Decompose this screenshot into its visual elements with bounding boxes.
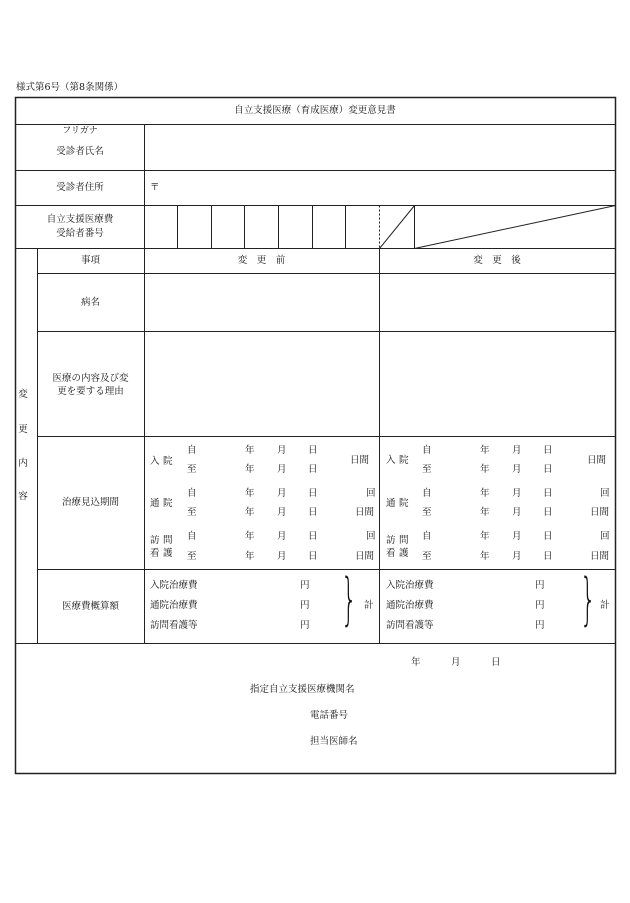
total-label: 計 bbox=[600, 600, 610, 611]
month-label: 月 bbox=[277, 488, 287, 499]
month-label: 月 bbox=[512, 507, 522, 518]
section-label-char: 変 bbox=[18, 389, 28, 400]
inpatient-cost-label: 入院治療費 bbox=[386, 580, 434, 591]
visit-cost-label: 訪問看護等 bbox=[150, 620, 198, 631]
days-unit: 日間 bbox=[587, 455, 607, 466]
year-label: 年 bbox=[245, 551, 255, 562]
from-label: 自 bbox=[187, 531, 197, 542]
visit-label: 問 bbox=[163, 535, 173, 546]
year-label: 年 bbox=[480, 445, 490, 456]
day-label: 日 bbox=[543, 488, 553, 499]
address-label: 受診者住所 bbox=[56, 182, 104, 193]
day-label: 日 bbox=[543, 531, 553, 542]
day-label: 日 bbox=[543, 551, 553, 562]
doctor-label: 担当医師名 bbox=[310, 736, 358, 747]
nursing-label: 看 bbox=[150, 548, 160, 559]
recipient-number-label-2: 受給者番号 bbox=[56, 228, 104, 239]
postal-mark: 〒 bbox=[150, 182, 160, 193]
yen-unit: 円 bbox=[300, 600, 310, 611]
year-label: 年 bbox=[480, 507, 490, 518]
from-label: 自 bbox=[422, 531, 432, 542]
section-label-char: 更 bbox=[18, 424, 28, 435]
footer-month: 月 bbox=[451, 657, 461, 668]
day-label: 日 bbox=[543, 464, 553, 475]
form-title: 自立支援医療（育成医療）変更意見書 bbox=[234, 105, 396, 116]
to-label: 至 bbox=[422, 507, 432, 518]
visit-cost-label: 訪問看護等 bbox=[386, 620, 434, 631]
from-label: 自 bbox=[422, 488, 432, 499]
total-label: 計 bbox=[364, 600, 374, 611]
yen-unit: 円 bbox=[535, 620, 545, 631]
recipient-number-label-1: 自立支援医療費 bbox=[46, 214, 114, 225]
name-label: 受診者氏名 bbox=[56, 146, 104, 157]
yen-unit: 円 bbox=[300, 580, 310, 591]
outpatient-cost-label: 通院治療費 bbox=[386, 600, 434, 611]
yen-unit: 円 bbox=[535, 580, 545, 591]
inpatient-label: 入 bbox=[386, 455, 396, 466]
to-label: 至 bbox=[422, 464, 432, 475]
visit-label: 訪 bbox=[386, 535, 396, 546]
to-label: 至 bbox=[187, 551, 197, 562]
day-label: 日 bbox=[543, 507, 553, 518]
year-label: 年 bbox=[245, 488, 255, 499]
reason-label-2: 更を要する理由 bbox=[57, 386, 124, 397]
institution-label: 指定自立支援医療機関名 bbox=[250, 684, 355, 695]
day-label: 日 bbox=[308, 464, 318, 475]
disease-label: 病名 bbox=[80, 297, 100, 308]
year-label: 年 bbox=[480, 488, 490, 499]
day-label: 日 bbox=[308, 531, 318, 542]
days-unit: 日間 bbox=[350, 455, 370, 466]
period-label: 治療見込期間 bbox=[61, 497, 119, 508]
month-label: 月 bbox=[512, 531, 522, 542]
right-brace-icon: } bbox=[341, 567, 358, 632]
inpatient-label: 院 bbox=[399, 455, 409, 466]
year-label: 年 bbox=[245, 531, 255, 542]
to-label: 至 bbox=[187, 464, 197, 475]
year-label: 年 bbox=[245, 507, 255, 518]
month-label: 月 bbox=[277, 445, 287, 456]
nursing-label: 護 bbox=[399, 548, 409, 559]
name-input[interactable] bbox=[146, 126, 614, 169]
nursing-label: 看 bbox=[386, 548, 396, 559]
to-label: 至 bbox=[187, 507, 197, 518]
year-label: 年 bbox=[245, 464, 255, 475]
month-label: 月 bbox=[512, 488, 522, 499]
day-label: 日 bbox=[308, 488, 318, 499]
section-label-char: 容 bbox=[18, 491, 28, 502]
inpatient-cost-label: 入院治療費 bbox=[150, 580, 198, 591]
yen-unit: 円 bbox=[535, 600, 545, 611]
reason-label-1: 医療の内容及び変 bbox=[52, 373, 129, 384]
phone-label: 電話番号 bbox=[310, 710, 349, 721]
times-unit: 回 bbox=[366, 488, 376, 499]
before-header: 変 更 前 bbox=[237, 255, 286, 266]
visit-label: 問 bbox=[399, 535, 409, 546]
day-label: 日 bbox=[308, 445, 318, 456]
days-unit: 日間 bbox=[355, 551, 375, 562]
outpatient-label: 通 bbox=[386, 498, 396, 509]
outpatient-label: 院 bbox=[163, 498, 173, 509]
inpatient-label: 院 bbox=[163, 456, 173, 467]
month-label: 月 bbox=[277, 507, 287, 518]
section-label-char: 内 bbox=[18, 458, 28, 469]
from-label: 自 bbox=[187, 488, 197, 499]
month-label: 月 bbox=[277, 531, 287, 542]
days-unit: 日間 bbox=[590, 507, 610, 518]
year-label: 年 bbox=[480, 531, 490, 542]
days-unit: 日間 bbox=[590, 551, 610, 562]
outpatient-label: 院 bbox=[399, 498, 409, 509]
form-number: 様式第6号（第8条関係） bbox=[16, 82, 124, 93]
from-label: 自 bbox=[422, 445, 432, 456]
to-label: 至 bbox=[422, 551, 432, 562]
right-brace-icon: } bbox=[580, 567, 597, 632]
day-label: 日 bbox=[543, 445, 553, 456]
times-unit: 回 bbox=[600, 488, 610, 499]
month-label: 月 bbox=[277, 551, 287, 562]
cost-label: 医療費概算額 bbox=[61, 601, 119, 612]
day-label: 日 bbox=[308, 507, 318, 518]
year-label: 年 bbox=[480, 464, 490, 475]
month-label: 月 bbox=[512, 551, 522, 562]
visit-label: 訪 bbox=[150, 535, 160, 546]
furigana-label: フリガナ bbox=[62, 126, 98, 136]
item-header: 事項 bbox=[80, 255, 100, 266]
days-unit: 日間 bbox=[355, 507, 375, 518]
outpatient-label: 通 bbox=[150, 498, 160, 509]
nursing-label: 護 bbox=[163, 548, 173, 559]
yen-unit: 円 bbox=[300, 620, 310, 631]
month-label: 月 bbox=[512, 445, 522, 456]
after-header: 変 更 後 bbox=[473, 255, 521, 266]
inpatient-label: 入 bbox=[150, 456, 160, 467]
year-label: 年 bbox=[245, 445, 255, 456]
year-label: 年 bbox=[480, 551, 490, 562]
footer-day: 日 bbox=[491, 657, 501, 668]
outpatient-cost-label: 通院治療費 bbox=[150, 600, 198, 611]
day-label: 日 bbox=[308, 551, 318, 562]
times-unit: 回 bbox=[600, 531, 610, 542]
times-unit: 回 bbox=[366, 531, 376, 542]
month-label: 月 bbox=[277, 464, 287, 475]
month-label: 月 bbox=[512, 464, 522, 475]
from-label: 自 bbox=[187, 445, 197, 456]
footer-year: 年 bbox=[411, 657, 421, 668]
